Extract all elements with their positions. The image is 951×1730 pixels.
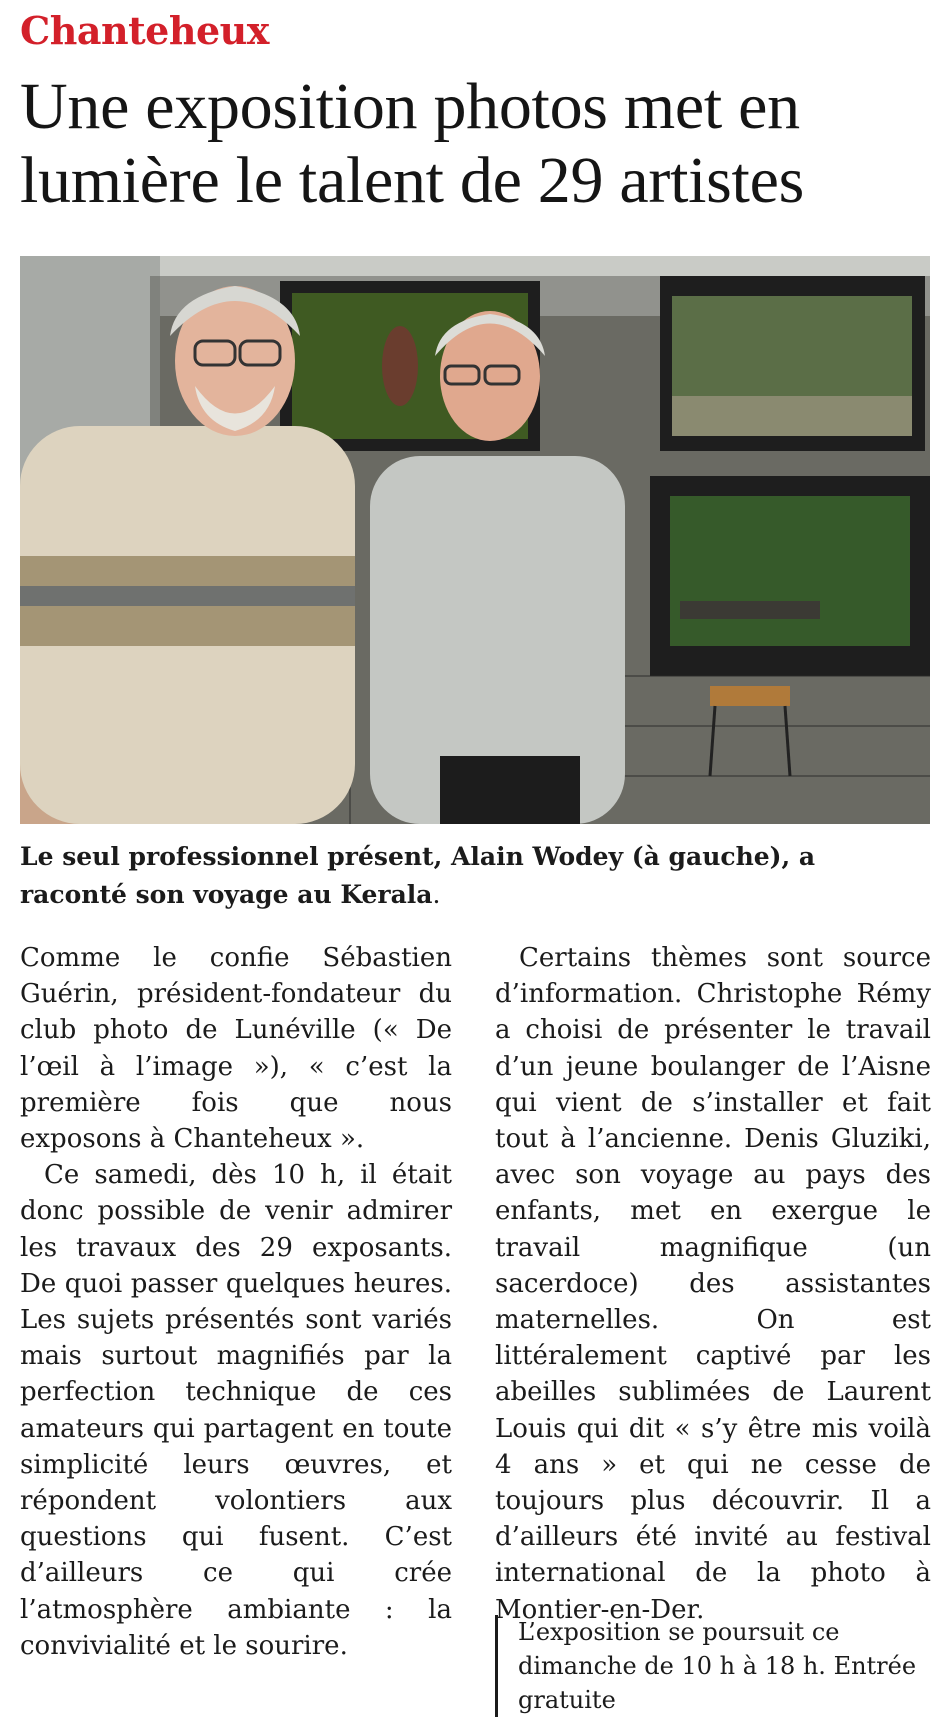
body-paragraph: Comme le confie Sébastien Guérin, président-fondateur du club photo de Lunéville (« De l’œil à l’image »), « c’est la première fois que nous exposons à Chanteheux ».: [20, 943, 452, 1155]
article-column-right: [495, 940, 931, 1628]
caption-text: Le seul professionnel présent, Alain Wodey (à gauche), a raconté son voyage au Kerala: [20, 842, 816, 909]
headline: [20, 70, 940, 218]
body-paragraph: Certains thèmes sont source d’information. Christophe Rémy a choisi de présenter le travail d’un jeune boulanger de l’Aisne qui vient de s’installer et fait tout à l’ancienne. Denis Gluziki, avec son voyage au pays des enfants, met en exergue le travail magnifique (un sacerdoce) des assistantes maternelles. On est littéralement captivé par les abeilles sublimées de Laurent Louis qui dit « s’y être mis voilà 4 ans » et qui ne cesse de toujours plus découvrir. Il a d’ailleurs été invité au festival international de la photo à Montier-en-Der.: [495, 943, 931, 1625]
photo-caption: [20, 838, 930, 914]
body-paragraph: Ce samedi, dès 10 h, il était donc possible de venir admirer les travaux des 29 exposants. De quoi passer quelques heures. Les sujets présentés sont variés mais surtout magnifiés par la perfection technique de ces amateurs qui partagent en toute simplicité leurs œuvres, et répondent volontiers aux questions qui fusent. C’est d’ailleurs ce qui crée l’atmosphère ambiante : la convivialité et le sourire.: [20, 1160, 452, 1661]
info-box: L’exposition se poursuit ce dimanche de 10 h à 18 h. Entrée gratuite: [495, 1615, 931, 1717]
caption-end: .: [432, 880, 441, 909]
article-photo: [20, 256, 930, 824]
article-column-left: [20, 940, 452, 1664]
section-kicker: Chanteheux: [20, 8, 269, 53]
headline-line-2: lumière le talent de 29 artistes: [20, 144, 804, 217]
headline-line-1: Une exposition photos met en: [20, 70, 800, 143]
photo-illustration: [20, 256, 930, 824]
